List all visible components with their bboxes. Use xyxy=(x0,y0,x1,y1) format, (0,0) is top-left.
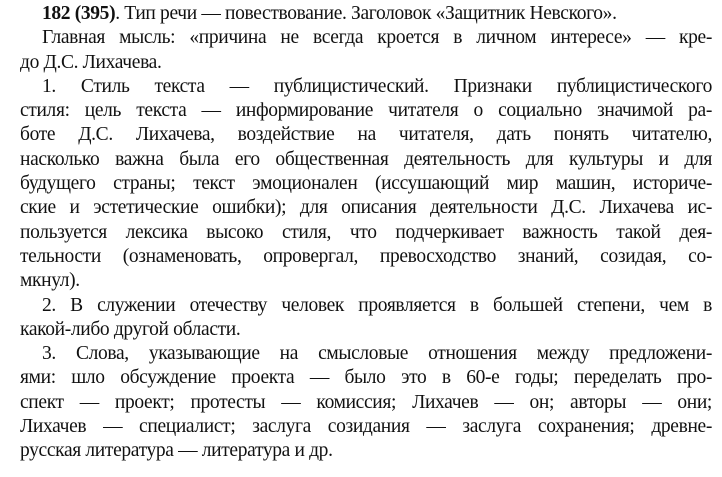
text-line: тельности (ознаменовать, опровергал, превосходство знаний, созидая, со- xyxy=(20,245,712,267)
exercise-number: 182 (395) xyxy=(42,3,116,24)
line-text: . Тип речи — повествование. Заголовок «Защитник Невского». xyxy=(115,3,617,24)
text-line: 1. Стиль текста — публицистический. Признаки публицистического xyxy=(42,75,712,97)
text-line: 3. Слова, указывающие на смысловые отношения между предложени- xyxy=(42,343,712,365)
text-line: Главная мысль: «причина не всегда кроется в личном интересе» — кре- xyxy=(42,27,712,49)
text-line: насколько важна была его общественная деятельность для культуры и для xyxy=(20,148,712,170)
text-line: боте Д.С. Лихачева, воздействие на читателя, дать понять читателю, xyxy=(20,124,712,146)
text-line: ями: шло обсуждение проекта — было это в 60-е годы; переделать про- xyxy=(20,367,712,389)
text-line xyxy=(20,2,712,26)
text-line: будущего страны; текст эмоционален (иссушающий мир машин, историче- xyxy=(20,173,712,195)
document-page xyxy=(20,2,712,464)
text-line: до Д.С. Лихачева. xyxy=(20,51,162,73)
text-line: мкнул). xyxy=(20,270,80,292)
text-line: пользуется лексика высоко стиля, что подчеркивает важность такой дея- xyxy=(20,221,712,243)
text-line: спект — проект; протесты — комиссия; Лихачев — он; авторы — они; xyxy=(20,391,712,413)
text-line: русская литература — литература и др. xyxy=(20,440,333,462)
text-line: какой-либо другой области. xyxy=(20,318,241,340)
text-line: стиля: цель текста — информирование читателя о социально значимой ра- xyxy=(20,100,712,122)
text-line: 2. В служении отечеству человек проявляется в большей степени, чем в xyxy=(42,294,712,316)
text-line: ские и эстетические ошибки); для описания деятельности Д.С. Лихачева ис- xyxy=(20,197,712,219)
text-line: Лихачев — специалист; заслуга созидания — заслуга сохранения; древне- xyxy=(20,416,712,438)
